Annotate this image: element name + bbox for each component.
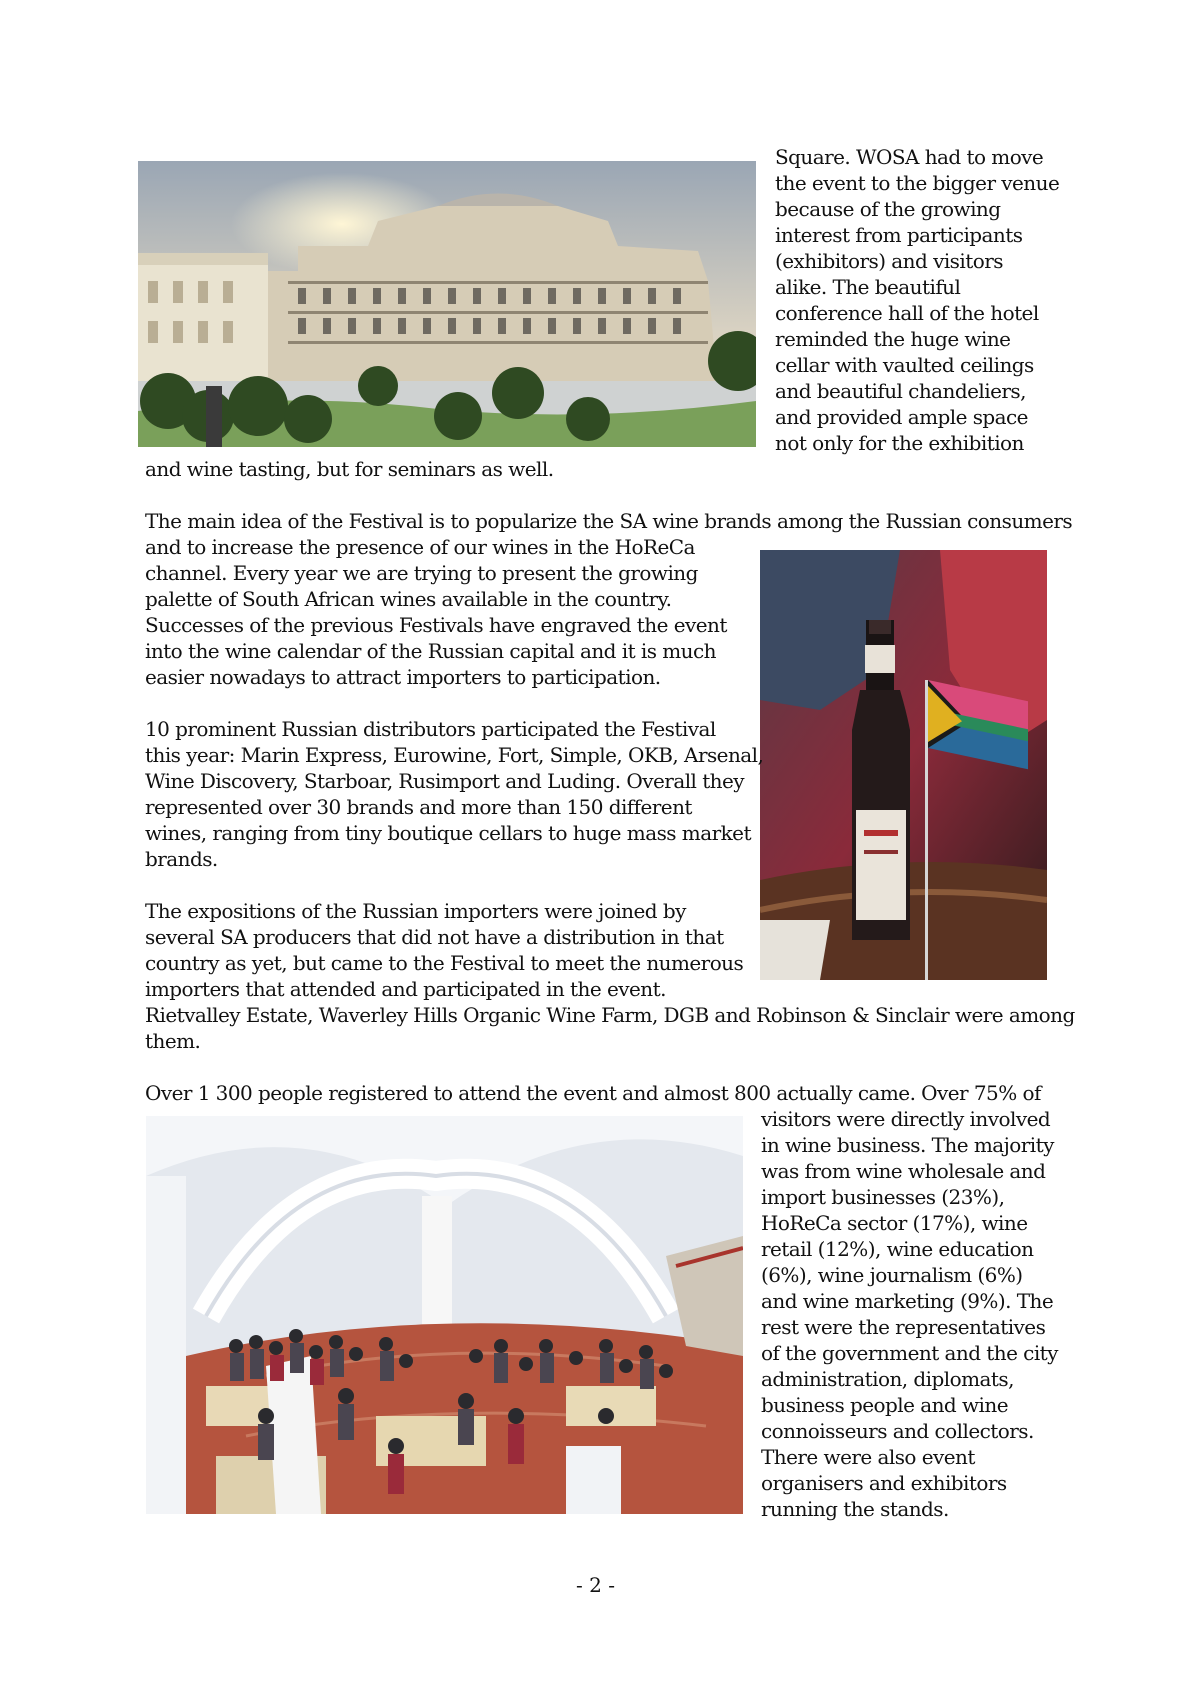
text-line: them.	[145, 1029, 201, 1053]
text-line: into the wine calendar of the Russian capital and it is much	[145, 639, 716, 663]
text-line: because of the growing	[775, 197, 1001, 221]
text-line: The main idea of the Festival is to popularize the SA wine brands among the Russian consumers	[145, 509, 1073, 533]
text-line: Over 1 300 people registered to attend the event and almost 800 actually came. Over 75% of	[145, 1081, 1041, 1105]
text-line: country as yet, but came to the Festival to meet the numerous	[145, 951, 744, 975]
text-line: of the government and the city	[761, 1341, 1058, 1365]
text-line: and provided ample space	[775, 405, 1028, 429]
text-line: cellar with vaulted ceilings	[775, 353, 1034, 377]
text-line: was from wine wholesale and	[761, 1159, 1046, 1183]
text-line: several SA producers that did not have a distribution in that	[145, 925, 724, 949]
text-line: connoisseurs and collectors.	[761, 1419, 1034, 1443]
text-line: Successes of the previous Festivals have engraved the event	[145, 613, 727, 637]
text-line: conference hall of the hotel	[775, 301, 1039, 325]
text-line: the event to the bigger venue	[775, 171, 1060, 195]
text-line: visitors were directly involved	[761, 1107, 1051, 1131]
text-line: (6%), wine journalism (6%)	[761, 1263, 1023, 1287]
text-line: and to increase the presence of our wines in the HoReCa	[145, 535, 695, 559]
text-line: interest from participants	[775, 223, 1023, 247]
text-line: 10 prominent Russian distributors participated the Festival	[145, 717, 716, 741]
text-line: There were also event	[761, 1445, 975, 1469]
wine-bottle-photo-art	[760, 550, 1047, 980]
text-line: rest were the representatives	[761, 1315, 1046, 1339]
text-line: Wine Discovery, Starboar, Rusimport and Luding. Overall they	[145, 769, 745, 793]
text-line: easier nowadays to attract importers to participation.	[145, 665, 661, 689]
text-line: import businesses (23%),	[761, 1185, 1005, 1209]
text-line: Rietvalley Estate, Waverley Hills Organic Wine Farm, DGB and Robinson & Sinclair were among	[145, 1003, 1075, 1027]
text-line: brands.	[145, 847, 218, 871]
text-line: alike. The beautiful	[775, 275, 961, 299]
text-line: and wine tasting, but for seminars as well.	[145, 457, 554, 481]
text-line: represented over 30 brands and more than 150 different	[145, 795, 692, 819]
text-line: The expositions of the Russian importers were joined by	[145, 899, 686, 923]
text-line: not only for the exhibition	[775, 431, 1024, 455]
text-line: importers that attended and participated in the event.	[145, 977, 666, 1001]
exhibition-hall-photo	[146, 1116, 743, 1514]
hotel-photo	[138, 161, 756, 447]
text-line: and wine marketing (9%). The	[761, 1289, 1054, 1313]
text-line: (exhibitors) and visitors	[775, 249, 1003, 273]
text-line: retail (12%), wine education	[761, 1237, 1034, 1261]
text-line: and beautiful chandeliers,	[775, 379, 1026, 403]
text-line: channel. Every year we are trying to present the growing	[145, 561, 698, 585]
text-line: administration, diplomats,	[761, 1367, 1014, 1391]
text-line: wines, ranging from tiny boutique cellars to huge mass market	[145, 821, 751, 845]
text-line: business people and wine	[761, 1393, 1009, 1417]
text-line: HoReCa sector (17%), wine	[761, 1211, 1028, 1235]
text-line: this year: Marin Express, Eurowine, Fort, Simple, OKB, Arsenal,	[145, 743, 764, 767]
text-line: in wine business. The majority	[761, 1133, 1054, 1157]
text-line: organisers and exhibitors	[761, 1471, 1007, 1495]
hotel-photo-art	[138, 161, 756, 447]
exhibition-hall-photo-art	[146, 1116, 743, 1514]
wine-bottle-photo	[760, 550, 1047, 980]
text-line: Square. WOSA had to move	[775, 145, 1044, 169]
text-line: palette of South African wines available in the country.	[145, 587, 672, 611]
text-line: reminded the huge wine	[775, 327, 1011, 351]
text-line: running the stands.	[761, 1497, 949, 1521]
page-number: - 2 -	[576, 1573, 615, 1597]
